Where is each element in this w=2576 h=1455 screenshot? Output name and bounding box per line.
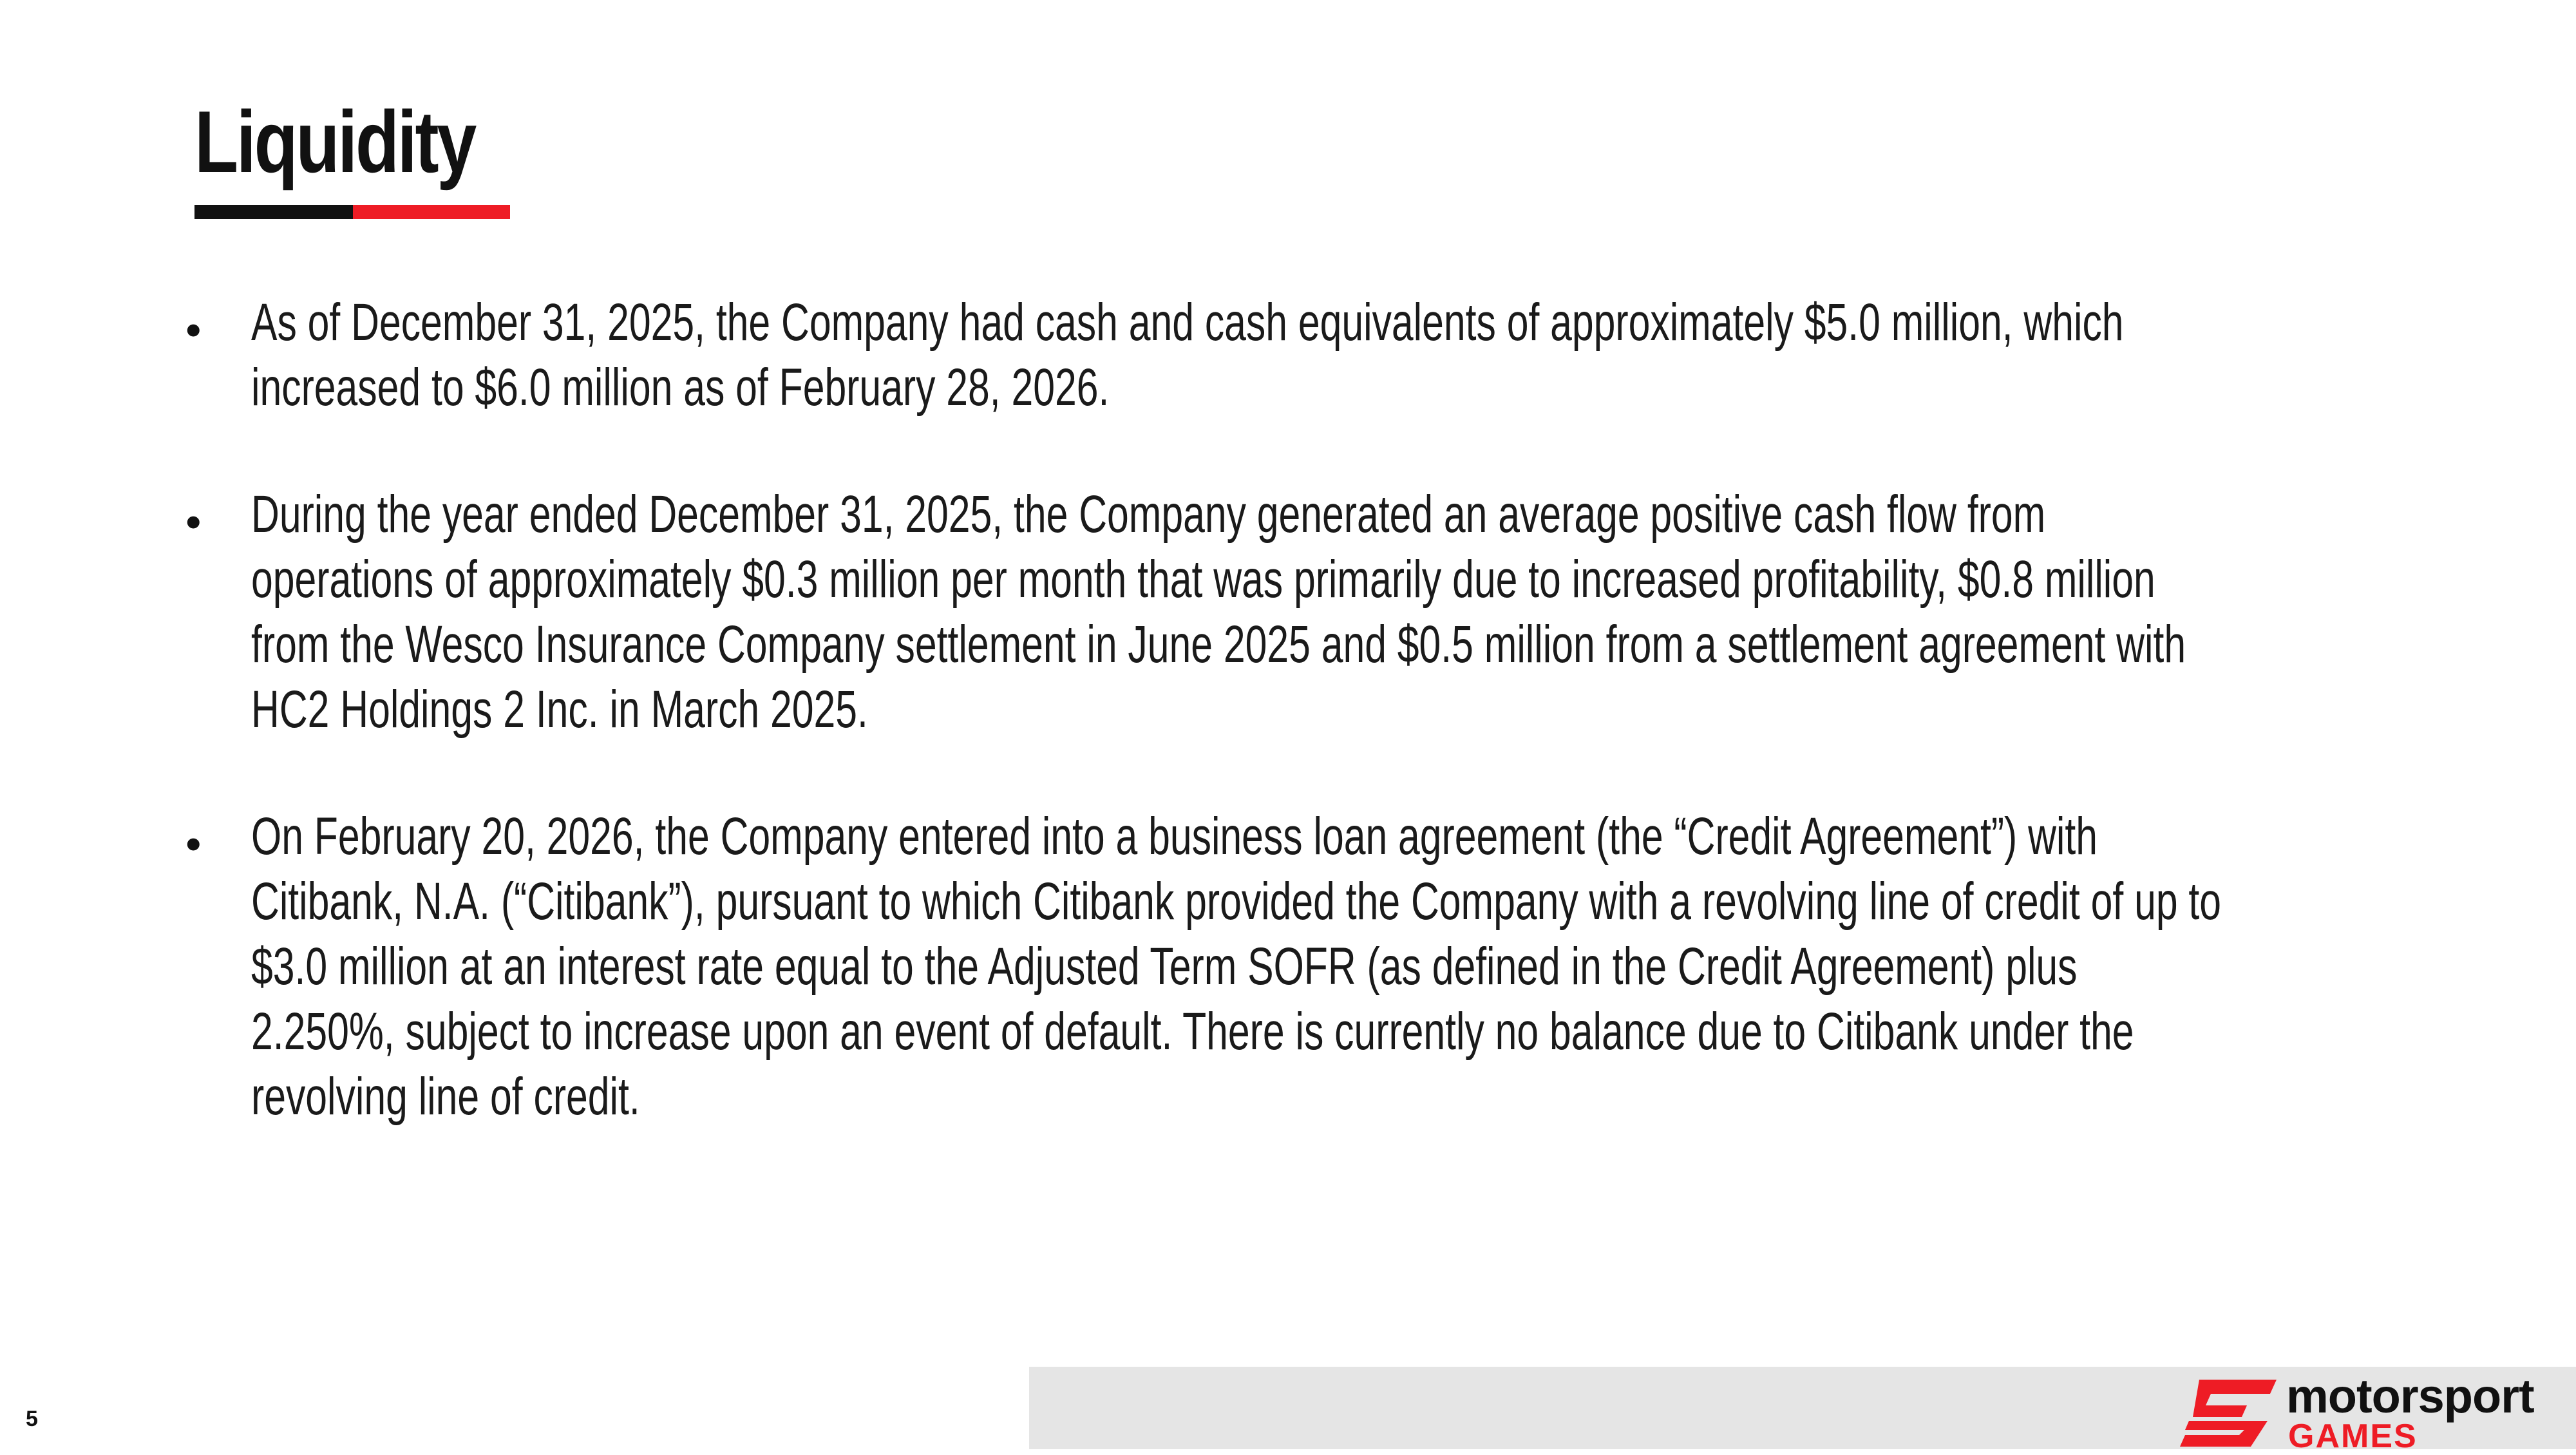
bullet-item-cash	[185, 290, 2504, 420]
bullet-item-cash-flow	[185, 482, 2504, 742]
bullet-text: On February 20, 2026, the Company entered into a business loan agreement (the “Credit Agreement”) with Citibank, N.A. (“Citibank”), pursuant to which Citibank provided the Company with a revolving line of credit of up to $3.0 million at an interest rate equal to the Adjusted Term SOFR (as defined in the Credit Agreement) plus 2.250%, subject to increase upon an event of default. There is currently no balance due to Citibank under the revolving line of credit.	[251, 807, 2222, 1126]
bullet-dot-icon: •	[185, 497, 202, 547]
bullet-text: As of December 31, 2025, the Company had cash and cash equivalents of approximately $5.0 million, which increased to $6.0 million as of February 28, 2026.	[251, 293, 2124, 417]
page-number: 5	[26, 1407, 38, 1431]
bullet-dot-icon: •	[185, 305, 202, 355]
motorsport-games-logo	[2180, 1369, 2566, 1455]
logo-wordmark: motorsport	[2286, 1369, 2534, 1423]
title-underline-black-segment	[194, 205, 353, 219]
title-underline-red-segment	[353, 205, 510, 219]
title-underline	[194, 205, 510, 219]
slide-title: Liquidity	[194, 93, 475, 191]
motorsport-games-logo-icon	[2180, 1380, 2277, 1447]
logo-subtext: GAMES	[2288, 1418, 2418, 1455]
bullet-item-credit-agreement	[185, 804, 2504, 1129]
bullet-text: During the year ended December 31, 2025, the Company generated an average positive cash flow from operations of approximately $0.3 million per month that was primarily due to increased profitability, $0.8 million from the Wesco Insurance Company settlement in June 2025 and $0.5 million from a settlement agreement with HC2 Holdings 2 Inc. in March 2025.	[251, 485, 2186, 739]
bullet-list	[185, 290, 2504, 1191]
bullet-dot-icon: •	[185, 819, 202, 869]
